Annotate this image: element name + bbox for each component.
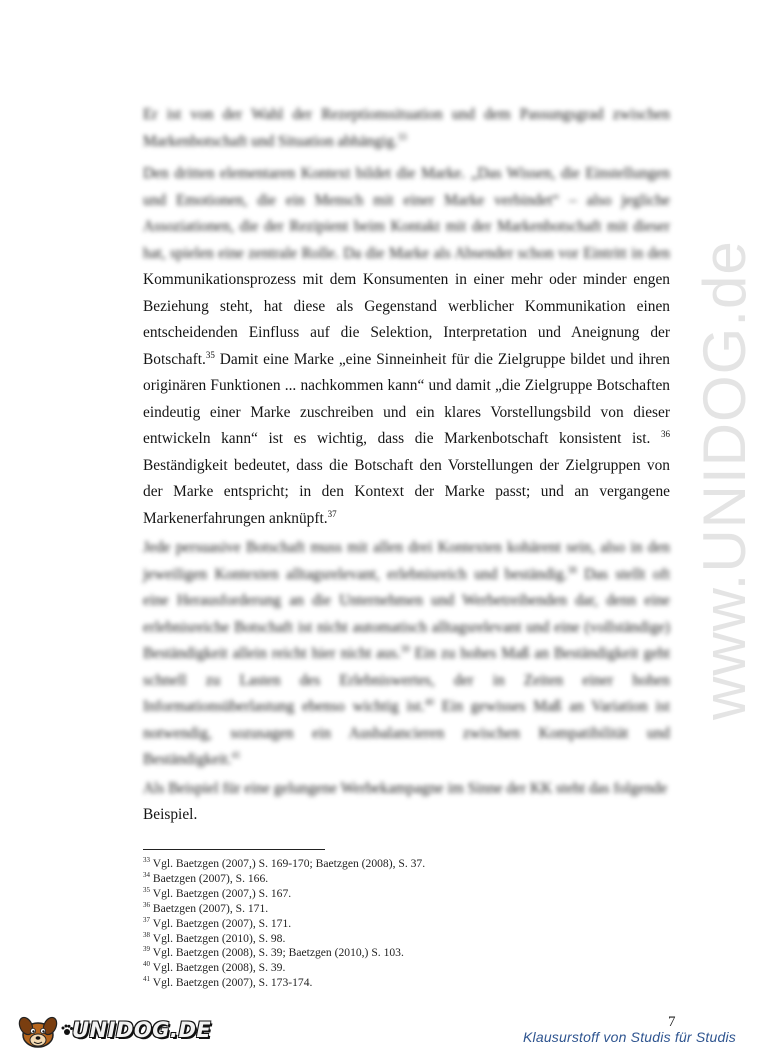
footnote-ref-40: 40: [424, 696, 434, 707]
paragraph-4-blurred-text: Als Beispiel für eine gelungene Werbekampagne im Sinne der KK steht das folgende: [143, 780, 668, 797]
footnote-item: [143, 946, 563, 961]
footnote-list: [143, 857, 563, 991]
footnote-number: 41: [143, 975, 150, 984]
footer-tagline: Klausurstoff von Studis für Studis: [522, 1029, 736, 1045]
logo-text: UNIDOG.DE: [72, 1018, 212, 1042]
footnote-number: 38: [143, 930, 150, 939]
paragraph-3-text-b: Das stellt oft eine Herausforderung an die Unternehmen und Werbetreibenden dar, denn eine erlebnisreiche Botschaft ist nicht automatisch alltagsrelevant und eine (vollständige) Beständigkeit allein reicht hier nicht aus.: [143, 565, 671, 662]
footnote-item: [143, 932, 563, 947]
footnote-text: Baetzgen (2007), S. 166.: [152, 871, 269, 885]
footnote-number: 33: [143, 856, 150, 865]
dog-icon: [16, 1011, 60, 1049]
footnote-number: 37: [143, 915, 150, 924]
paragraph-4-end: [143, 802, 670, 829]
footnote-ref-35: 35: [205, 349, 215, 360]
paragraph-2-text-c: Beständigkeit bedeutet, dass die Botschaft den Vorstellungen der Zielgruppen von der Marke entspricht; in den Kontext der Marke passt; und an vergangene Markenerfahrungen anknüpft.: [143, 456, 670, 527]
footnote-separator: [143, 849, 325, 850]
footnote-ref-33: 33: [397, 131, 407, 142]
footnote-text: Vgl. Baetzgen (2007,) S. 167.: [152, 886, 292, 900]
footnote-item: [143, 976, 563, 991]
paragraph-3-text-a: Jede persuasive Botschaft muss mit allen drei Kontexten kohärent sein, also in den jeweiligen Kontexten alltagsrelevant, erlebnisreich und beständig.: [143, 539, 670, 583]
footnote-item: [143, 902, 563, 917]
footnote-text: Vgl. Baetzgen (2010), S. 98.: [152, 931, 286, 945]
footnote-text: Vgl. Baetzgen (2008), S. 39.: [152, 961, 286, 975]
paragraph-1-blurred: [143, 102, 670, 155]
footnote-item: [143, 917, 563, 932]
footnote-ref-41: 41: [231, 749, 241, 760]
paragraph-2-text-b: Damit eine Marke „eine Sinneinheit für die Zielgruppe bildet und ihren originären Funktionen ... nachkommen kann“ und damit „die Zielgruppe Botschaften eindeutig einer Marke zuschreiben und ein klares Vorstellungsbild von dieser entwickeln kann“ ist es wichtig, dass die Markenbotschaft konsistent ist.: [143, 350, 670, 447]
footnote-text: Vgl. Baetzgen (2008), S. 39; Baetzgen (2010,) S. 103.: [152, 946, 404, 960]
footnote-ref-39: 39: [400, 643, 410, 654]
footnote-text: Vgl. Baetzgen (2007), S. 173-174.: [152, 976, 313, 990]
paragraph-1-text: Er ist von der Wahl der Rezeptionssituation und dem Passungsgrad zwischen Markenbotschaft und Situation abhängig.: [143, 106, 670, 150]
footnote-number: 35: [143, 885, 150, 894]
paragraph-4-blurred: [143, 776, 670, 803]
paragraph-4-clear-text: Beispiel.: [143, 806, 198, 823]
footnote-ref-38: 38: [567, 564, 577, 575]
page-number: 7: [668, 1014, 676, 1030]
paragraph-2-text-a: Kommunikationsprozess mit dem Konsumenten in einer mehr oder minder engen Beziehung steht, hat diese als Gegenstand werblicher Kommunikation einen entscheidenden Einfluss auf die Selektion, Interpretation und Aneignung der Botschaft.: [143, 271, 670, 368]
footnote-item: [143, 857, 563, 872]
footnote-ref-36: 36: [661, 428, 670, 439]
watermark: www.UNIDOG.de: [691, 240, 758, 720]
paragraph-2: [143, 161, 670, 532]
footnote-item: [143, 872, 563, 887]
footnote-number: 34: [143, 871, 150, 880]
footnote-number: 40: [143, 960, 150, 969]
unidog-logo[interactable]: [16, 1010, 211, 1050]
footnote-item: [143, 887, 563, 902]
footnote-text: Vgl. Baetzgen (2007), S. 171.: [152, 916, 292, 930]
footnote-text: Vgl. Baetzgen (2007,) S. 169-170; Baetzgen (2008), S. 37.: [152, 857, 426, 870]
paragraph-3-text-c: Ein zu hohes Maß an Beständigkeit geht schnell zu Lasten des Erlebniswertes, der in Zeiten einer hohen Informationsüberlastung ebenso wichtig ist.: [143, 645, 670, 715]
paragraph-3-blurred: [143, 535, 670, 774]
footnote-number: 39: [143, 945, 150, 954]
paragraph-2-blurred-lines: Den dritten elementaren Kontext bildet die Marke. „Das Wissen, die Einstellungen und Emotionen, die ein Mensch mit einer Marke verbindet“ – also jegliche Assoziationen, die der Rezipient beim Kontakt mit der Markenbotschaft mit dieser hat, spielen eine zentrale Rolle. Da die Marke als Absender schon vor Eintritt in den: [143, 165, 670, 262]
paragraph-3-text-d: Ein gewisses Maß an Variation ist notwendig, sozusagen ein Ausbalancieren zwischen Kompatibilität und Beständigkeit.: [143, 698, 671, 768]
footnote-number: 36: [143, 900, 150, 909]
footnote-text: Baetzgen (2007), S. 171.: [152, 901, 269, 915]
footnote-ref-37: 37: [327, 508, 337, 519]
paragraph-2-blurred-text: [143, 165, 670, 262]
footnote-item: [143, 961, 563, 976]
